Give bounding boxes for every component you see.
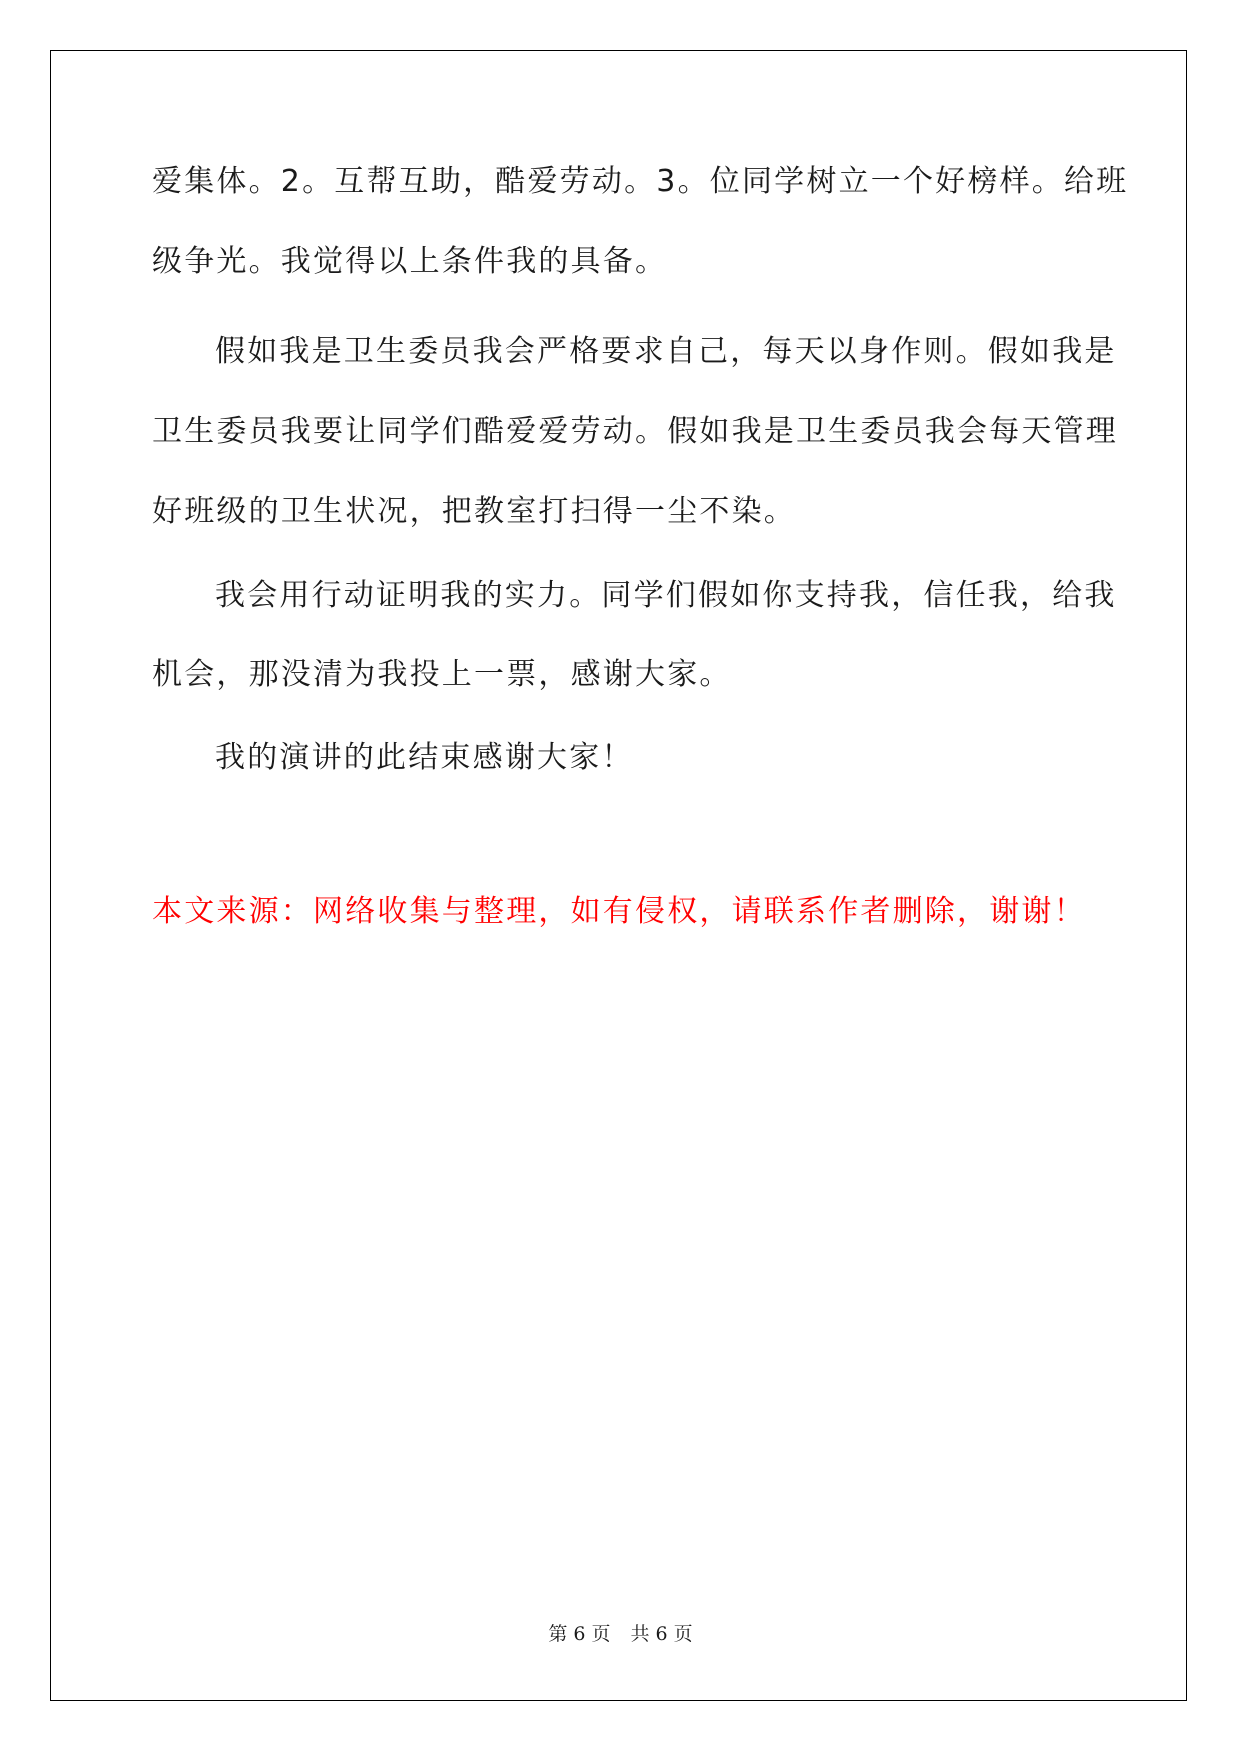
paragraph-line: 级争光。我觉得以上条件我的具备。 bbox=[152, 244, 668, 279]
paragraph-line: 我的演讲的此结束感谢大家！ bbox=[215, 740, 634, 775]
paragraph-line: 机会，那没清为我投上一票，感谢大家。 bbox=[152, 657, 732, 692]
page-total: 共 6 页 bbox=[630, 1623, 693, 1645]
page-footer bbox=[0, 1622, 1241, 1646]
source-notice: 本文来源：网络收集与整理，如有侵权，请联系作者删除，谢谢！ bbox=[152, 894, 1086, 929]
paragraph-line: 我会用行动证明我的实力。同学们假如你支持我，信任我，给我 bbox=[215, 578, 1117, 613]
paragraph-line: 假如我是卫生委员我会严格要求自己，每天以身作则。假如我是 bbox=[215, 334, 1117, 369]
paragraph-line: 好班级的卫生状况，把教室打扫得一尘不染。 bbox=[152, 494, 796, 529]
page-frame bbox=[50, 50, 1187, 1701]
paragraph-line: 爱集体。2。互帮互助，酷爱劳动。3。位同学树立一个好榜样。给班 bbox=[152, 164, 1129, 199]
page-number: 第 6 页 bbox=[548, 1623, 611, 1645]
paragraph-line: 卫生委员我要让同学们酷爱爱劳动。假如我是卫生委员我会每天管理 bbox=[152, 414, 1118, 449]
